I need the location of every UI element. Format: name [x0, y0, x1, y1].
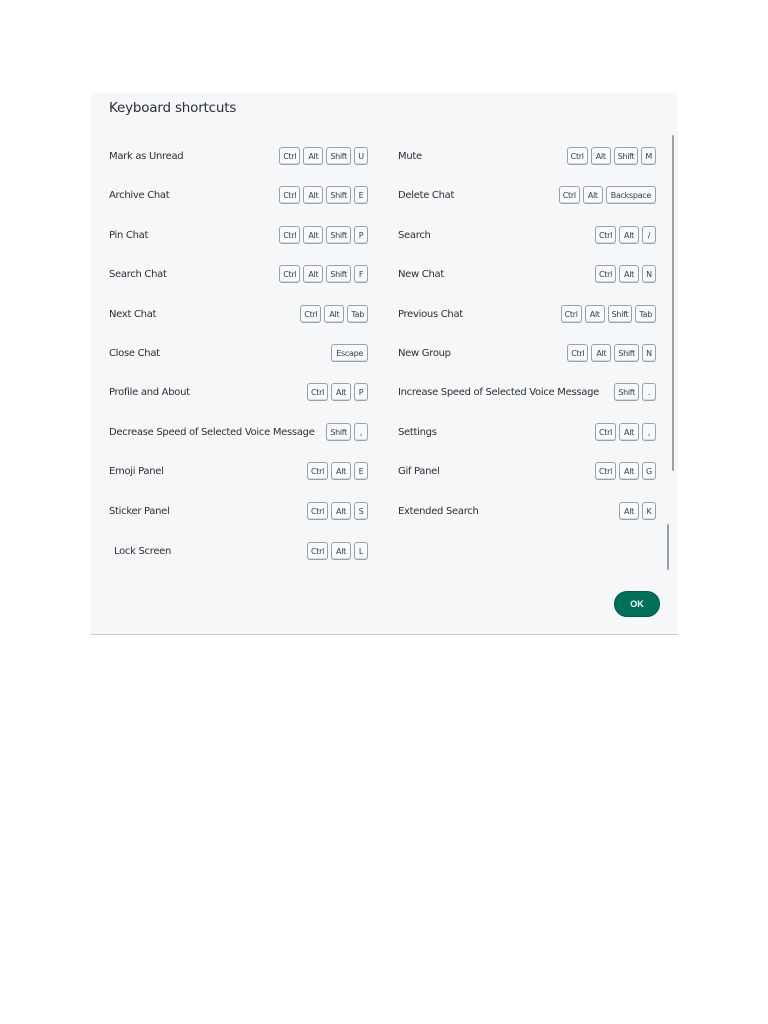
- keycap-f: F: [354, 265, 368, 283]
- keycap-ctrl: Ctrl: [307, 502, 328, 520]
- keycap-alt: Alt: [303, 226, 323, 244]
- shortcut-row-previous-chat: [398, 303, 656, 325]
- key-combination: [614, 383, 656, 401]
- shortcut-row-sticker-panel: [109, 500, 368, 522]
- keycap-alt: Alt: [619, 265, 639, 283]
- keycap-alt: Alt: [331, 502, 351, 520]
- key-combination: [279, 186, 368, 204]
- keycap-symbol: .: [642, 383, 656, 401]
- keycap-symbol: ,: [354, 423, 368, 441]
- keycap-shift: Shift: [614, 383, 639, 401]
- key-combination: [567, 147, 656, 165]
- keycap-alt: Alt: [619, 226, 639, 244]
- keycap-alt: Alt: [619, 502, 639, 520]
- key-combination: [279, 147, 368, 165]
- shortcut-label: Close Chat: [109, 347, 160, 359]
- keycap-shift: Shift: [614, 147, 639, 165]
- key-combination: [331, 344, 368, 362]
- shortcut-label: Increase Speed of Selected Voice Message: [398, 386, 599, 398]
- shortcut-label: Search: [398, 229, 431, 241]
- keycap-ctrl: Ctrl: [595, 265, 616, 283]
- key-combination: [595, 462, 656, 480]
- keycap-alt: Alt: [331, 462, 351, 480]
- keycap-alt: Alt: [619, 462, 639, 480]
- shortcut-label: Next Chat: [109, 308, 157, 320]
- keycap-ctrl: Ctrl: [567, 344, 588, 362]
- key-combination: [300, 305, 368, 323]
- key-combination: [307, 502, 368, 520]
- keycap-l: L: [354, 542, 368, 560]
- keycap-symbol: ,: [642, 423, 656, 441]
- shortcut-label: Gif Panel: [398, 465, 440, 477]
- keycap-tab: Tab: [635, 305, 656, 323]
- keycap-alt: Alt: [324, 305, 344, 323]
- dialog-title: Keyboard shortcuts: [109, 100, 237, 116]
- shortcut-row-delete-chat: [398, 184, 656, 206]
- key-combination: [559, 186, 656, 204]
- shortcut-row-new-group: [398, 342, 656, 364]
- keycap-ctrl: Ctrl: [279, 265, 300, 283]
- shortcut-row-profile-and-about: [109, 381, 368, 403]
- keycap-n: N: [642, 265, 656, 283]
- shortcut-label: Emoji Panel: [109, 465, 164, 477]
- keycap-n: N: [642, 344, 656, 362]
- shortcut-label: Decrease Speed of Selected Voice Message: [109, 426, 315, 438]
- shortcut-label: Profile and About: [109, 386, 190, 398]
- shortcut-label: Previous Chat: [398, 308, 463, 320]
- shortcut-label: Delete Chat: [398, 189, 455, 201]
- shortcut-row-close-chat: [109, 342, 368, 364]
- shortcut-label: New Group: [398, 347, 451, 359]
- shortcut-row-settings: [398, 421, 656, 443]
- keycap-alt: Alt: [591, 147, 611, 165]
- keycap-ctrl: Ctrl: [279, 186, 300, 204]
- key-combination: [307, 383, 368, 401]
- shortcut-row-gif-panel: [398, 460, 656, 482]
- keycap-shift: Shift: [326, 265, 351, 283]
- shortcut-row-extended-search: [398, 500, 656, 522]
- keycap-symbol: /: [642, 226, 656, 244]
- keycap-tab: Tab: [347, 305, 368, 323]
- keycap-alt: Alt: [583, 186, 603, 204]
- keycap-ctrl: Ctrl: [279, 147, 300, 165]
- keycap-shift: Shift: [326, 186, 351, 204]
- keycap-shift: Shift: [326, 423, 351, 441]
- shortcut-row-mark-as-unread: [109, 145, 368, 167]
- keycap-e: E: [354, 186, 368, 204]
- keycap-ctrl: Ctrl: [307, 462, 328, 480]
- shortcut-label: New Chat: [398, 268, 444, 280]
- keycap-g: G: [642, 462, 656, 480]
- keycap-ctrl: Ctrl: [561, 305, 582, 323]
- keycap-shift: Shift: [608, 305, 633, 323]
- shortcut-row-lock-screen: [114, 540, 368, 562]
- keycap-u: U: [354, 147, 368, 165]
- keycap-m: M: [641, 147, 656, 165]
- keycap-shift: Shift: [326, 147, 351, 165]
- ok-button[interactable]: OK: [614, 591, 660, 617]
- key-combination: [326, 423, 368, 441]
- shortcut-row-search: [398, 224, 656, 246]
- keycap-ctrl: Ctrl: [279, 226, 300, 244]
- keycap-shift: Shift: [326, 226, 351, 244]
- key-combination: [279, 265, 368, 283]
- shortcut-row-search-chat: [109, 263, 368, 285]
- keycap-ctrl: Ctrl: [300, 305, 321, 323]
- keycap-alt: Alt: [585, 305, 605, 323]
- keycap-alt: Alt: [331, 542, 351, 560]
- keycap-k: K: [642, 502, 656, 520]
- shortcut-row-pin-chat: [109, 224, 368, 246]
- keyboard-shortcuts-dialog: [91, 93, 678, 635]
- keycap-ctrl: Ctrl: [307, 383, 328, 401]
- shortcut-label: Mark as Unread: [109, 150, 184, 162]
- shortcut-label: Extended Search: [398, 505, 479, 517]
- keycap-alt: Alt: [591, 344, 611, 362]
- keycap-ctrl: Ctrl: [595, 462, 616, 480]
- key-combination: [307, 542, 368, 560]
- key-combination: [307, 462, 368, 480]
- keycap-ctrl: Ctrl: [595, 226, 616, 244]
- keycap-p: P: [354, 383, 368, 401]
- shortcut-row-next-chat: [109, 303, 368, 325]
- key-combination: [595, 265, 656, 283]
- key-combination: [619, 502, 656, 520]
- keycap-shift: Shift: [614, 344, 639, 362]
- keycap-alt: Alt: [619, 423, 639, 441]
- shortcut-label: Pin Chat: [109, 229, 149, 241]
- key-combination: [567, 344, 656, 362]
- key-combination: [595, 423, 656, 441]
- keycap-e: E: [354, 462, 368, 480]
- keycap-alt: Alt: [303, 147, 323, 165]
- keycap-ctrl: Ctrl: [559, 186, 580, 204]
- shortcut-label: Mute: [398, 150, 422, 162]
- shortcut-row-emoji-panel: [109, 460, 368, 482]
- keycap-alt: Alt: [303, 265, 323, 283]
- keycap-alt: Alt: [303, 186, 323, 204]
- shortcut-label: Archive Chat: [109, 189, 170, 201]
- shortcut-label: Lock Screen: [114, 545, 172, 557]
- shortcut-row-mute: [398, 145, 656, 167]
- keycap-ctrl: Ctrl: [567, 147, 588, 165]
- shortcut-label: Sticker Panel: [109, 505, 170, 517]
- scrollbar-track-indicator[interactable]: [667, 524, 669, 570]
- keycap-s: S: [354, 502, 368, 520]
- key-combination: [279, 226, 368, 244]
- keycap-escape: Escape: [331, 344, 368, 362]
- shortcut-label: Settings: [398, 426, 437, 438]
- key-combination: [595, 226, 656, 244]
- shortcut-label: Search Chat: [109, 268, 167, 280]
- key-combination: [561, 305, 656, 323]
- shortcut-row-new-chat: [398, 263, 656, 285]
- keycap-ctrl: Ctrl: [307, 542, 328, 560]
- scrollbar-thumb[interactable]: [672, 135, 674, 471]
- shortcut-row-archive-chat: [109, 184, 368, 206]
- keycap-p: P: [354, 226, 368, 244]
- shortcut-row-increase-speed-of-selected-voice-message: [398, 381, 656, 403]
- keycap-ctrl: Ctrl: [595, 423, 616, 441]
- keycap-backspace: Backspace: [606, 186, 656, 204]
- shortcut-row-decrease-speed-of-selected-voice-message: [109, 421, 368, 443]
- keycap-alt: Alt: [331, 383, 351, 401]
